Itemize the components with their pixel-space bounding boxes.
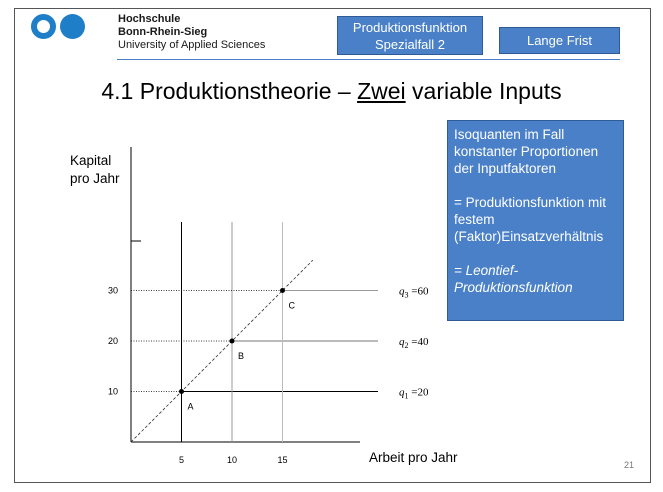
period-box: Lange Frist	[499, 27, 620, 54]
x-tick-label-10: 10	[226, 455, 238, 465]
institution-line3: University of Applied Sciences	[118, 39, 266, 51]
y-axis-label-line2: pro Jahr	[70, 171, 120, 186]
title-prefix: 4.1 Produktionstheorie –	[101, 78, 358, 104]
expansion-path-line	[131, 260, 313, 442]
y-tick-label-10: 10	[108, 386, 119, 397]
info-produktionsfunktion: = Produktionsfunktion mit festem (Faktor)Einsatzverhältnis	[454, 195, 606, 244]
point-B	[230, 339, 235, 344]
x-tick-label-15: 15	[277, 455, 288, 465]
y-axis-label-line1: Kapital	[70, 153, 112, 168]
point-label-B: B	[238, 351, 245, 361]
x-tick-label-5: 5	[178, 455, 185, 465]
point-C	[280, 288, 285, 293]
page-number: 21	[624, 460, 635, 470]
y-tick-label-20: 20	[108, 336, 119, 346]
point-label-C: C	[288, 300, 295, 311]
institution-line2: Bonn-Rhein-Sieg	[118, 26, 208, 38]
topic-line2: Spezialfall 2	[374, 37, 446, 52]
point-A	[179, 389, 184, 394]
isoquant-label-1: $q_1 =20$	[399, 386, 429, 401]
title-suffix: variable Inputs	[405, 78, 562, 104]
info-isoquanten: Isoquanten im Fall konstanter Proportionen der Inputfaktoren	[454, 127, 599, 176]
point-label-A: A	[187, 401, 194, 412]
x-axis-label: Arbeit pro Jahr	[369, 450, 458, 465]
isoquant-label-2: $q_2 =40$	[399, 336, 429, 350]
y-tick-label-30: 30	[108, 285, 119, 296]
topic-line1: Produktionsfunktion	[352, 20, 468, 35]
title-underlined: Zwei	[357, 78, 406, 104]
isoquant-label-3: $q_3 =60$	[399, 285, 429, 300]
info-leontief: = Leontief-Produktionsfunktion	[454, 263, 573, 295]
institution-line1: Hochschule	[118, 13, 181, 25]
